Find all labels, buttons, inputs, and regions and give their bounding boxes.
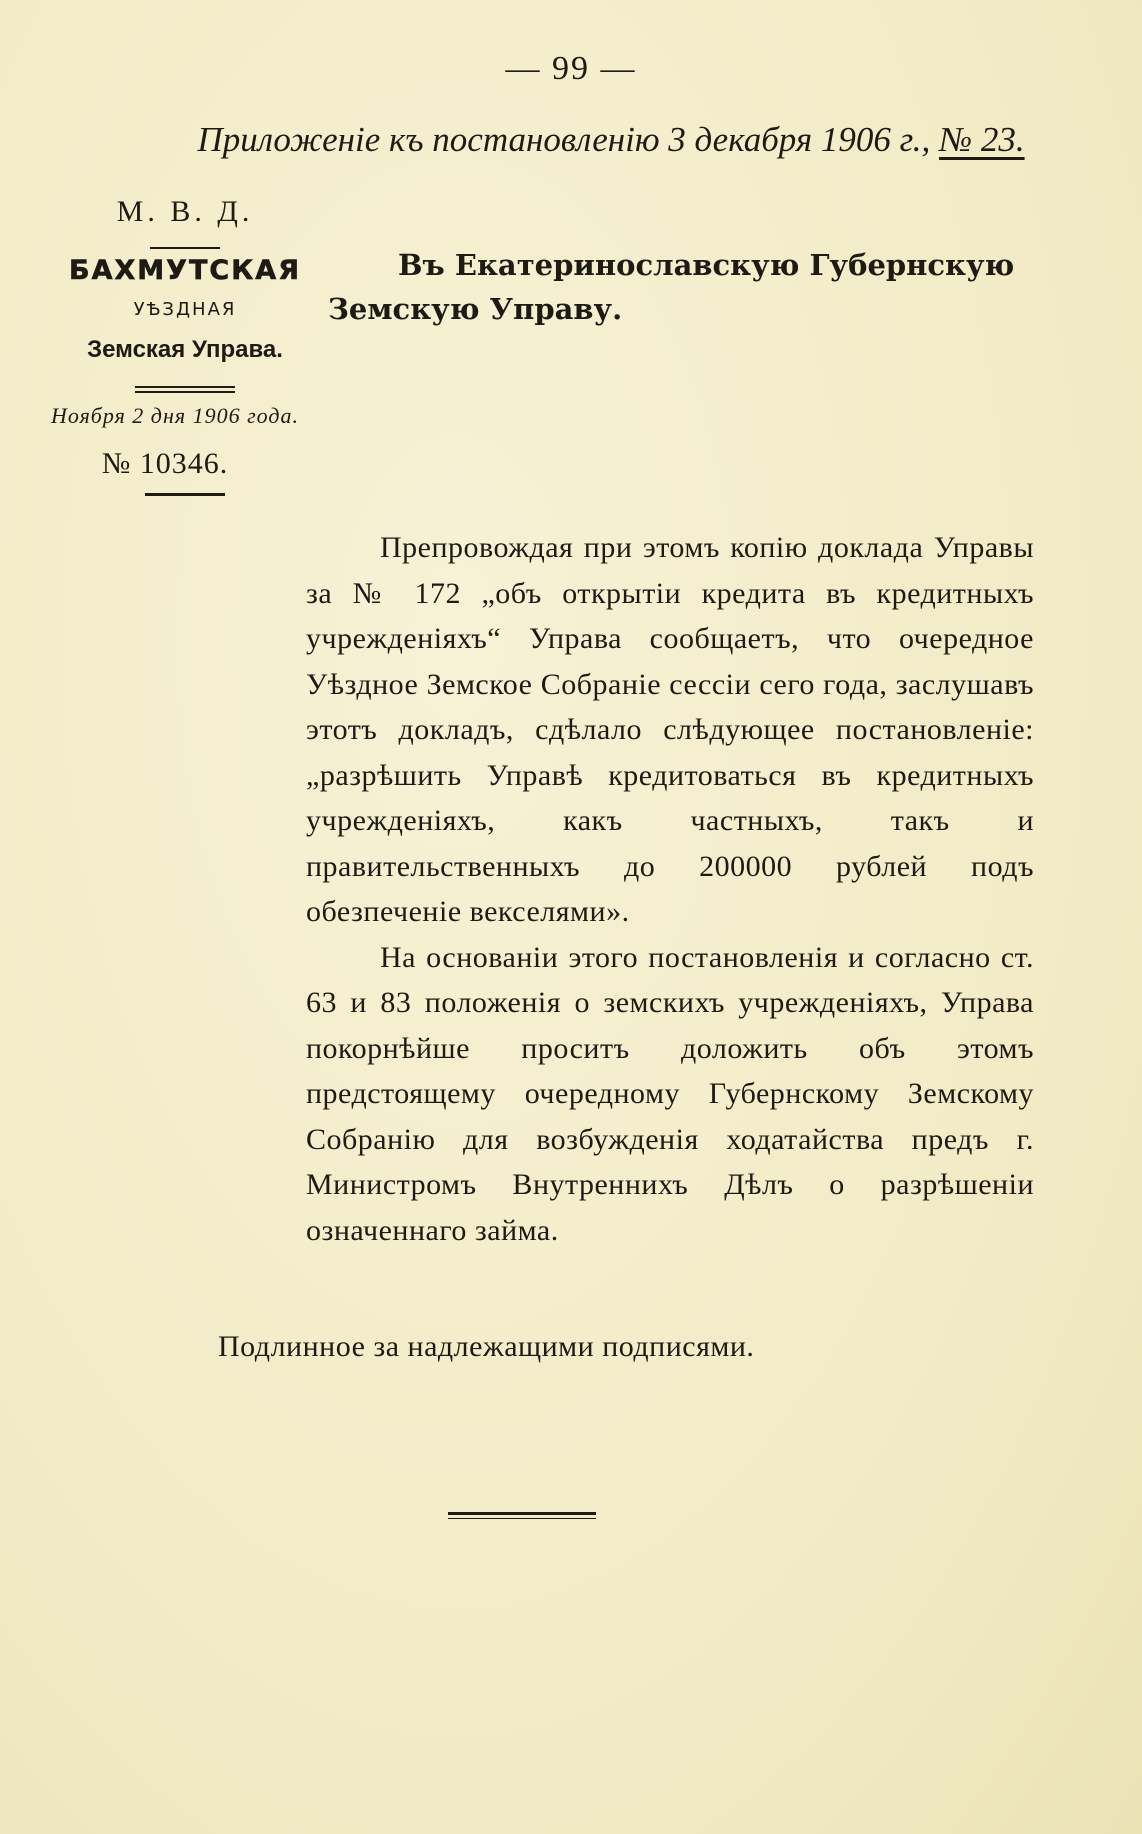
paragraph-1: Препровождая при этомъ копію доклада Управы за № 172 „объ открытіи кредита въ кредитныхъ учрежденіяхъ“ Управа сообщаетъ, что очередное Уѣздное Земское Собраніе сессіи сего года, заслушавъ этотъ докладъ, сдѣлало слѣдующее постановленіе: „разрѣшить Управѣ кредитоваться въ кредитныхъ учрежденіяхъ, какъ частныхъ, такъ и правительственныхъ до 200000 рублей подъ обезпеченіе векселями». [306, 531, 1034, 928]
paragraph-2: На основаніи этого постановленія и согласно ст. 63 и 83 положенія о земскихъ учрежденіяхъ, Управа покорнѣйше проситъ доложить объ этомъ предстоящему очередному Губернскому Земскому Собранію для возбужденія ходатайства предъ г. Министромъ Внутреннихъ Дѣлъ о разрѣшеніи означеннаго займа. [306, 940, 1034, 1247]
district-name: БАХМУТСКАЯ [69, 255, 301, 286]
sender-block [40, 195, 330, 496]
appendix-heading [0, 120, 1142, 160]
end-divider [448, 1512, 596, 1522]
letter-body [306, 525, 1034, 1253]
addressee-line-2: Земскую Управу. [328, 292, 623, 326]
document-number: № 10346. [101, 447, 229, 481]
appendix-text: Приложеніе къ постановленію 3 декабря 1906 г., [197, 120, 940, 159]
addressee-line-1: Въ Екатеринославскую Губернскую [398, 248, 1015, 282]
double-divider [135, 386, 235, 393]
number-underline [145, 493, 225, 496]
addressee-block [328, 243, 1028, 331]
appendix-number: № 23. [939, 120, 1025, 159]
page-number: — 99 — [505, 50, 637, 87]
institution-name: Земская Управа. [87, 336, 283, 364]
document-date: Ноября 2 дня 1906 года. [50, 403, 300, 429]
divider [150, 247, 220, 249]
ministry-label: М. В. Д. [116, 195, 254, 228]
district-type: УѢЗДНАЯ [133, 299, 237, 321]
signatures-note: Подлинное за надлежащими подписями. [218, 1330, 755, 1363]
